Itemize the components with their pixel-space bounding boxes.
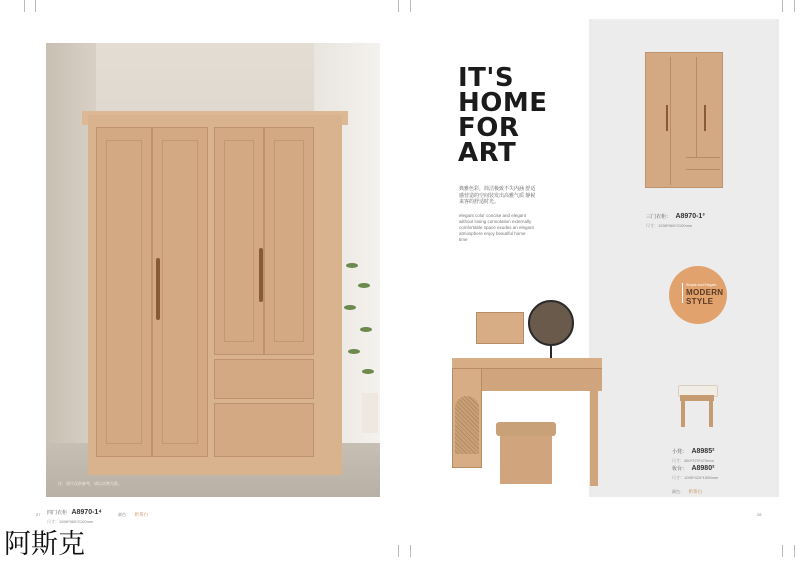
left-color-value: 奶茶白 [134,512,148,517]
crop-mark-top-right-2 [784,0,795,12]
plant-leaf [344,305,356,310]
page-heading [458,63,548,168]
wardrobe3-drawer-line [686,157,720,158]
heading-line-4: ART [458,138,517,168]
crop-mark-top-left [14,0,25,12]
badge-title-1: MODERN [686,288,724,297]
left-product-size: 尺寸：1598*560*2100mm [47,519,94,524]
dresser-mirror [528,300,574,346]
page-number-right: 28 [757,512,762,517]
dresser-model: A8980² [691,465,715,472]
modern-style-badge [669,266,727,324]
heading-line-2: HOME [458,88,548,118]
stool-size: 尺寸：460*370*470mm [672,458,714,463]
wardrobe3-door-divider-2 [696,57,697,157]
dresser-size: 尺寸：1095*420*1595mm [672,475,719,480]
wardrobe3-drawer-line-2 [686,169,720,170]
intro-english: elegant color concise and elegant without losing connotation externally comfortable space exudes an elegant atmosphere enjoy beautiful home time [459,213,534,242]
wardrobe-handle [259,248,263,302]
wardrobe-drawer-1 [214,359,314,399]
dresser-stool-seat [496,422,556,436]
dresser-color-value: 奶茶白 [688,489,702,494]
crop-mark-bottom-right [772,545,783,557]
dresser-stool-body [500,436,552,484]
plant-leaf [360,327,372,332]
stool-model: A8985² [691,448,715,455]
wardrobe-door-3 [214,127,264,355]
intro-chinese: 典雅色彩，简洁极致不失内涵 舒适感营造的空间装发出高雅气质 静候来客的舒适时光。 [459,186,536,205]
three-door-wardrobe [645,52,723,188]
dresser-rattan-door [455,396,479,454]
badge-title-2: STYLE [686,297,714,306]
stool-leg [681,401,685,427]
dresser-name: 妆台： [672,466,688,472]
wardrobe-drawer-2 [214,403,314,457]
crop-mark-top-mid-2 [400,0,411,12]
brand-stamp-text: 阿斯克 [4,529,85,560]
stool-leg [709,401,713,427]
right-wardrobe-name: 三门衣柜： [646,214,672,220]
left-product-model: A8970-1⁴ [71,509,102,516]
dresser-leg [590,390,598,486]
right-wardrobe-info [646,205,705,228]
right-wardrobe-model: A8970-1³ [675,213,705,220]
dresser-color-label: 颜色： [672,489,684,494]
left-product-info [47,501,297,524]
left-product-name: 四门衣柜 [47,510,68,516]
plant-leaf [348,349,360,354]
plant-leaf [362,369,374,374]
wardrobe3-handle [666,105,668,131]
left-product-color [118,503,148,521]
right-wardrobe-size: 尺寸：1298*560*2100mm [646,223,693,228]
left-color-label: 颜色： [118,512,130,517]
stool-name: 小凳： [672,449,688,455]
dresser-set-photo [450,300,610,490]
badge-subtitle: Simple and Elegant [686,283,717,287]
wardrobe-door-4 [264,127,314,355]
dresser-info [672,457,718,498]
crop-mark-top-left-2 [25,0,36,12]
four-door-wardrobe [88,115,342,475]
page-number-left: 27 [36,512,41,517]
wardrobe-room-photo [46,43,380,497]
dresser-top [452,358,602,368]
wardrobe-door-1 [96,127,152,457]
dresser-vanity-box [476,312,524,344]
wardrobe-handle [156,258,160,320]
plant-leaf [346,263,358,268]
wardrobe3-handle [704,105,706,131]
heading-line-1: IT'S [458,63,515,93]
crop-mark-bottom-mid [388,545,399,557]
crop-mark-bottom-mid-2 [400,545,411,557]
photo-caption: 注：图片仅供参考，请以实物为准。 [58,481,122,486]
heading-line-3: FOR [458,113,520,143]
stool-photo [674,385,720,427]
plant-pot [362,393,378,433]
plant-leaf [358,283,370,288]
badge-divider [682,283,683,303]
crop-mark-top-mid [388,0,399,12]
wardrobe-door-2 [152,127,208,457]
wardrobe3-door-divider-1 [670,57,671,185]
dresser-drawer-front [474,368,602,391]
crop-mark-top-right [772,0,783,12]
crop-mark-bottom-right-2 [784,545,795,557]
